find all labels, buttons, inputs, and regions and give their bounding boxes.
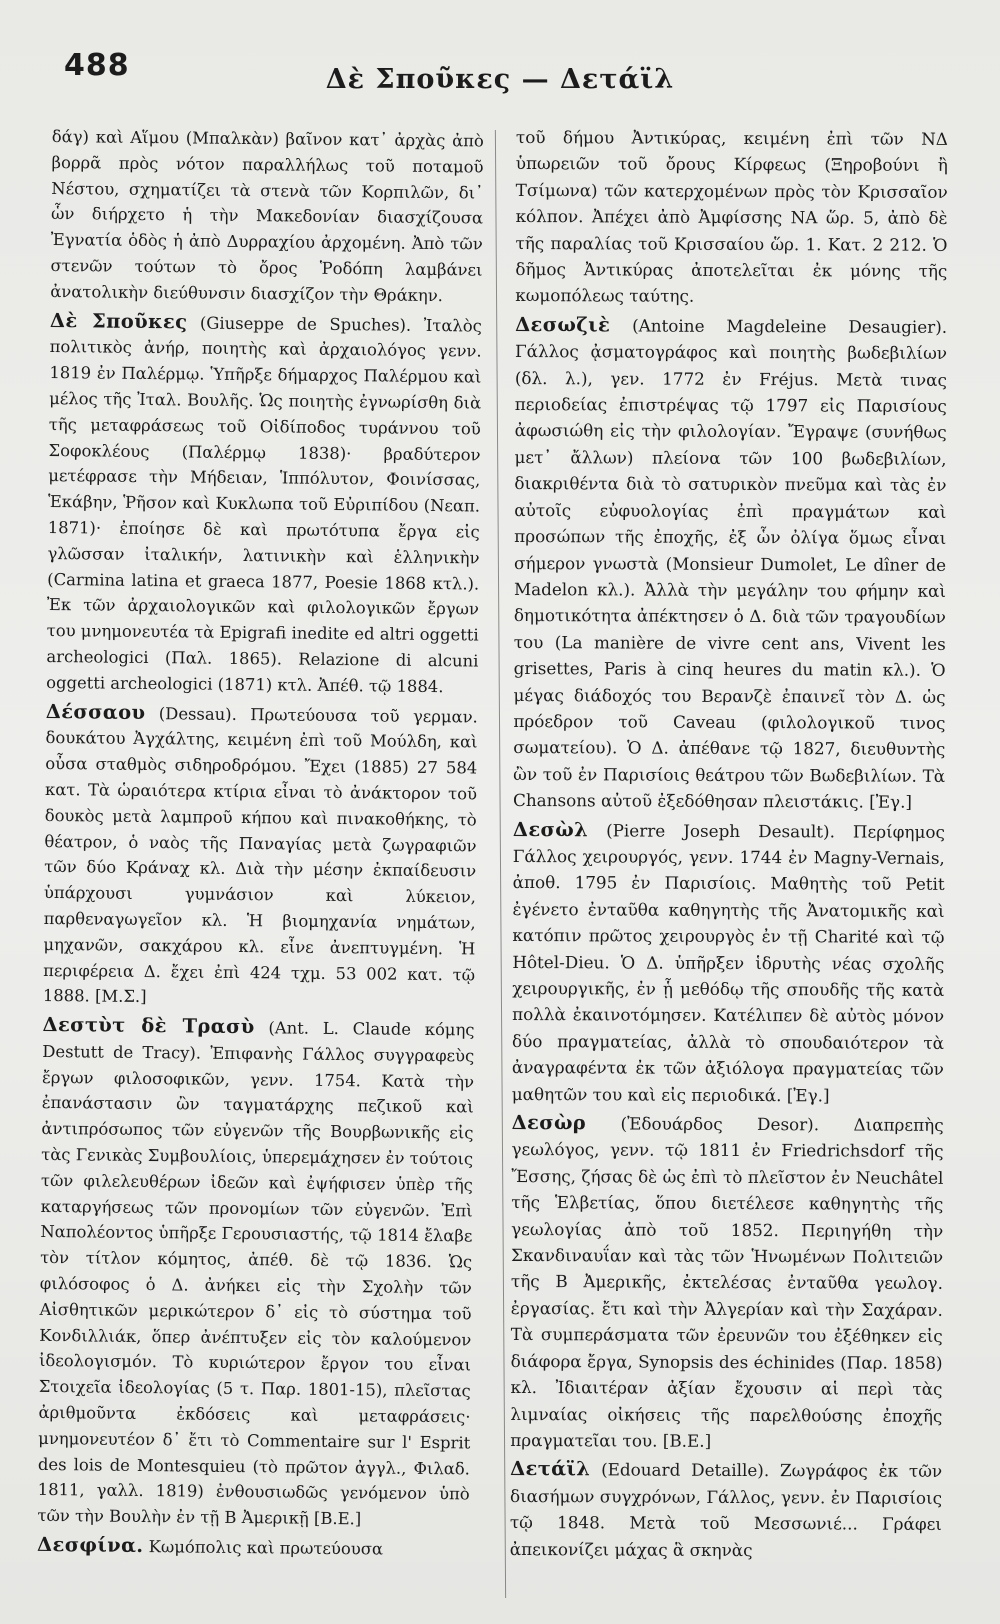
- entry-headword: Δεσὼλ: [512, 817, 589, 841]
- entry-text: (Edouard Detaille). Ζωγράφος ἐκ τῶν διασήμων συγχρόνων, Γάλλος, γενν. ἐν Παρισίοις τῷ 1848. Μετὰ τοῦ Μεσσωνιέ... Γράφει ἀπεικονίζει μάχας ἃ σκηνὰς: [509, 1459, 943, 1560]
- entry-headword: Δεσφίνα.: [37, 1532, 144, 1558]
- entry-text: (Antoine Magdeleine Desaugier). Γάλλος ᾀσματογράφος καὶ ποιητὴς βωδεβιλίων (δλ. λ.), γεν. 1772 ἐν Fréjus. Μετὰ τινας περιοδείας ἐπιστρέψας τῷ 1797 εἰς Παρισίους ἀφωσιώθη εἰς τὴν φιλολογίαν. Ἔγραψε (συνήθως μετ᾽ ἄλλων) πλείονα τῶν 100 βωδεβιλίων, διακριθέντα διὰ τὸ σατυρικὸν πνεῦμα καὶ τὰς ἐν αὐτοῖς εὐφυολογίας ἐπὶ πραγμάτων καὶ προσώπων τῆς ἐποχῆς, ἐξ ὧν ὀλίγα ὅμως εἶναι σήμερον γνωστὰ (Monsieur Dumolet, Le dîner de Madelon κλ.). Ἀλλὰ τὴν μεγάλην του φήμην καὶ δημοτικότητα ἀπέκτησεν ὁ Δ. διὰ τῶν τραγουδίων του (La manière de vivre cent ans, Vivent les grisettes, Paris à cinq heures du matin κλ.). Ὁ μέγας διάδοχός του Βερανζὲ ἐπαινεῖ τὸν Δ. ὡς πρόεδρον τοῦ Caveau (φιλολογικοῦ τινος σωματείου). Ὁ Δ. ἀπέθανε τῷ 1827, διευθυντὴς ὢν τοῦ ἐν Παρισίοις θεάτρου τῶν Βωδεβιλίων. Τὰ Chansons αὐτοῦ ἐξεδόθησαν πλειστάκις. [Ἐγ.]: [513, 315, 948, 812]
- entry: [510, 1456, 942, 1564]
- entry-headword: Δεστὺτ δὲ Τρασὺ: [42, 1013, 255, 1039]
- entry-text: (Pierre Joseph Desault). Περίφημος Γάλλος χειρουργός, γενν. 1744 ἐν Magny-Vernais, ἀποθ. 1795 ἐν Παρισίοις. Μαθητὴς τοῦ Petit ἐγένετο ἐνταῦθα καθηγητὴς τῆς Ἀνατομικῆς καὶ κατόπιν πρῶτος χειρουργὸς ἐν τῇ Charité καὶ τῷ Hôtel-Dieu. Ὁ Δ. ὑπῆρξεν ἱδρυτὴς νέας σχολῆς χειρουργικῆς, ἐν ᾗ μεθόδῳ τῆς σπουδῆς τῆς κατὰ πολλὰ ἐκαινοτόμησεν. Κατέλιπεν δὲ αὐτὸς μόνον δύο πραγματείας, ἀλλὰ τὸ σπουδαιότερον τὰ ἀναγραφέντα ἐκ τῶν ἀξιόλογα πραγματείας τῶν μαθητῶν του καὶ εἰς περιοδικά. [Ἐγ.]: [511, 819, 945, 1106]
- entry: [512, 817, 945, 1109]
- entry: [37, 1012, 474, 1533]
- entry: [46, 308, 482, 700]
- entry: [510, 1110, 943, 1455]
- entry-headword: Δετάϊλ: [510, 1457, 591, 1481]
- entry: [37, 1532, 469, 1563]
- right-column: [510, 124, 948, 1567]
- entry-continuation: [50, 124, 484, 309]
- entry-continuation: [515, 124, 948, 311]
- entry: [43, 698, 478, 1013]
- entry-text: (Ἐδουάρδος Desor). Διαπρεπὴς γεωλόγος, γενν. τῷ 1811 ἐν Friedrichsdorf τῆς Ἔσσης, ζήσας δὲ ὡς ἐπὶ τὸ πλεῖστον ἐν Neuchâtel τῆς Ἑλβετίας, ὅπου διετέλεσε καθηγητὴς τῆς γεωλογίας ἀπὸ τοῦ 1852. Περιηγήθη τὴν Σκανδιναυΐαν καὶ τὰς τῶν Ἡνωμένων Πολιτειῶν τῆς Β Ἀμερικῆς, ἐκτελέσας ἐνταῦθα γεωλογ. ἐργασίας. ἔτι καὶ τὴν Ἀλγερίαν καὶ τὴν Σαχάραν. Τὰ συμπεράσματα τῶν ἐρευνῶν του ἐξέθηκεν εἰς διάφορα ἔργα, Synopsis des échinides (Παρ. 1858) κλ. Ἰδιαιτέραν ἀξίαν ἔχουσιν αἱ περὶ τὰς λιμναίας οἰκήσεις τῆς παρελθούσης ἐποχῆς πραγματεῖαι του. [Β.Ε.]: [510, 1113, 944, 1451]
- entry-headword: Δέσσαου: [45, 699, 146, 724]
- entry-text: (Giuseppe de Spuches). Ἰταλὸς πολιτικὸς ἀνήρ, ποιητὴς καὶ ἀρχαιολόγος γενν. 1819 ἐν Παλέρμῳ. Ὑπῆρξε δήμαρχος Παλέρμου καὶ μέλος τῆς Ἰταλ. Βουλῆς. Ὡς ποιητὴς ἐγνωρίσθη διὰ τῆς μεταφράσεως τοῦ Οἰδίποδος τυράννου τοῦ Σοφοκλέους (Παλέρμῳ 1838)· βραδύτερον μετέφρασε τὴν Μήδειαν, Ἱππόλυτον, Φοινίσσας, Ἑκάβην, Ῥῆσον καὶ Κυκλωπα τοῦ Εὐριπίδου (Νεαπ. 1871)· ἐποίησε δὲ καὶ πρωτότυπα ἔργα εἰς γλῶσσαν ἰταλικήν, λατινικὴν καὶ ἑλληνικὴν (Carmina latina et graeca 1877, Poesie 1868 κτλ.). Ἐκ τῶν ἀρχαιολογικῶν καὶ φιλολογικῶν ἔργων του μνημονευτέα τὰ Epigrafi inedite ed altri oggetti archeologici (Παλ. 1865). Relazione di alcuni oggetti archeologici (1871) κτλ. Ἀπέθ. τῷ 1884.: [46, 313, 483, 696]
- entry-headword: Δεσωζιὲ: [515, 312, 611, 337]
- entry-text: (Dessau). Πρωτεύουσα τοῦ γερμαν. δουκάτου Ἀγχάλτης, κειμένη ἐπὶ τοῦ Μούλδη, καὶ οὖσα σταθμὸς σιδηροδρόμου. Ἔχει (1885) 27 584 κατ. Τὰ ὡραιότερα κτίρια εἶναι τὸ ἀνάκτορον τοῦ δουκὸς μετὰ λαμπροῦ κήπου καὶ πινακοθήκης, τὸ θέατρον, ὁ ναὸς τῆς Παναγίας μετὰ ζωγραφιῶν τῶν δύο Κράναχ κλ. Διὰ τὴν μέσην ἐκπαίδευσιν ὑπάρχουσι γυμνάσιον καὶ λύκειον, παρθεναγωγεῖον κλ. Ἡ βιομηχανία νημάτων, μηχανῶν, σακχάρου κλ. εἶνε ἀνεπτυγμένη. Ἡ περιφέρεια Δ. ἔχει ἐπὶ 424 τχμ. 53 002 κατ. τῷ 1888. [Μ.Σ.]: [42, 703, 478, 1007]
- entry-headword: Δὲ Σποῦκες: [49, 308, 188, 334]
- entry-text: (Ant. L. Claude κόμης Destutt de Tracy). Ἐπιφανὴς Γάλλος συγγραφεὺς ἔργων φιλοσοφικῶν, γενν. 1754. Κατὰ τὴν ἐπανάστασιν ὢν ταγματάρχης πεζικοῦ καὶ ἀντιπρόσωπος τῶν εὐγενῶν τῆς Βουρβωνικῆς εἰς τὰς Γενικὰς Συμβουλίοις, ὑπερεμάχησεν ἐν τούτοις τῶν φιλελευθέρων ἰδεῶν καὶ ἐψήφισεν ὑπὲρ τῆς καταργήσεως τῶν προνομίων τῶν εὐγενῶν. Ἐπὶ Ναπολέοντος ὑπῆρξε Γερουσιαστής, τῷ 1814 ἔλαβε τὸν τίτλον κόμητος, ἀπέθ. δὲ τῷ 1836. Ὡς φιλόσοφος ὁ Δ. ἀνήκει εἰς τὴν Σχολὴν τῶν Αἰσθητικῶν μερικώτερον δ᾽ εἰς τὸ σύστημα τοῦ Κονδιλλιάκ, ὅπερ ἀνέπτυξεν εἰς τὸν καλούμενον ἰδεολογισμόν. Τὸ κυριώτερον ἔργον του εἶναι Στοιχεῖα ἰδεολογίας (5 τ. Παρ. 1801-15), πλεῖστας ἀριθμοῦντα ἐκδόσεις καὶ μεταφράσεις· μνημονευτέον δ᾽ ἔτι τὸ Commentaire sur l' Esprit des lois de Montesquieu (τὸ πρῶτον ἀγγλ., Φιλαδ. 1811, γαλλ. 1819) ἐνθουσιωδῶς γενόμενον ὑπὸ τῶν τὴν Βουλὴν ἐν τῇ Β Ἀμερικῇ [Β.Ε.]: [37, 1018, 475, 1529]
- page-number: 488: [64, 48, 130, 83]
- running-head: Δὲ Σποῦκες — Δετάϊλ: [325, 64, 675, 95]
- left-column: [37, 124, 484, 1566]
- entry-text: Κωμόπολις καὶ πρωτεύουσα: [148, 1537, 384, 1559]
- entry-text: τοῦ δήμου Ἀντικύρας, κειμένη ἐπὶ τῶν ΝΔ ὑπωρειῶν τοῦ ὄρους Κίρφεως (Ξηροβούνι ἢ Τσίμωνα) τῶν κατερχομένων πρὸς τὸν Κρισσαῖον κόλπον. Ἀπέχει ἀπὸ Ἀμφίσσης ΝΑ ὥρ. 5, ἀπὸ δὲ τῆς παραλίας τοῦ Κρισσαίου ὥρ. 1. Κατ. 2 212. Ὁ δῆμος Ἀντικύρας ἀποτελεῖται ἐκ μόνης τῆς κωμοπόλεως ταύτης.: [515, 126, 948, 307]
- entry-text: δάγ) καὶ Αἵμου (Μπαλκὰν) βαῖνον κατ᾽ ἀρχὰς ἀπὸ βορρᾶ πρὸς νότον παραλλήλως τοῦ ποταμοῦ Νέστου, σχηματίζει τὰ στενὰ τῶν Κορπιλῶν, δι᾽ ὧν διήρχετο ἡ τὴν Μακεδονίαν διασχίζουσα Ἐγνατία ὁδὸς ἡ ἀπὸ Δυρραχίου ἀρχομένη. Ἀπὸ τῶν στενῶν τούτων τὸ ὄρος Ῥοδόπη λαμβάνει ἀνατολικὴν διεύθυνσιν διασχίζον τὴν Θράκην.: [50, 126, 484, 305]
- column-divider: [495, 130, 506, 1598]
- entry-headword: Δεσὼρ: [511, 1111, 587, 1135]
- entry: [513, 312, 947, 816]
